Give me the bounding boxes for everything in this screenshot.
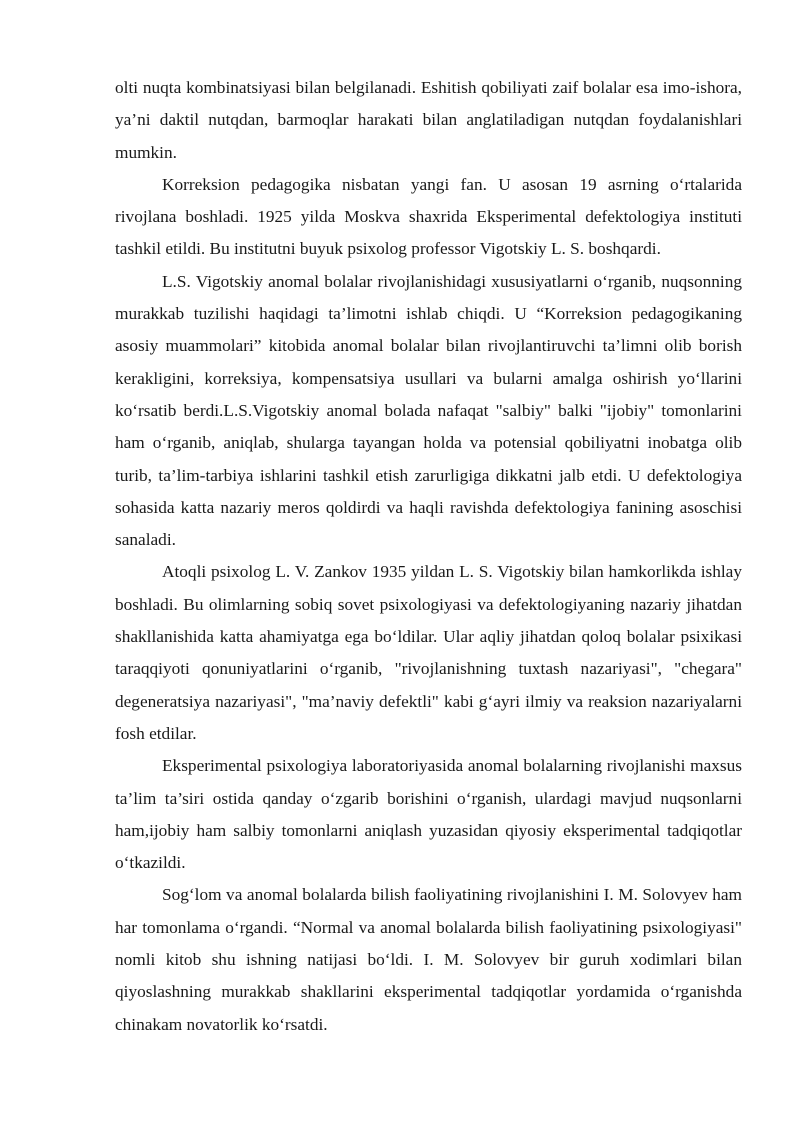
paragraph-1: olti nuqta kombinatsiyasi bilan belgilanadi. Eshitish qobiliyati zaif bolalar esa imo-ishora, ya’ni daktil nutqdan, barmoqlar harakati bilan anglatiladigan nutqdan foydalanishlari mumkin. [115,78,742,162]
paragraph-3: L.S. Vigotskiy anomal bolalar rivojlanishidagi xususiyatlarni o‘rganib, nuqsonning murakkab tuzilishi haqidagi ta’limotni ishlab chiqdi. U “Korreksion pedagogikaning asosiy muammolari” kitobida anomal bolalar bilan rivojlantiruvchi ta’limni olib borish kerakligini, korreksiya, kompensatsiya usullari va bularni amalga oshirish yo‘llarini ko‘rsatib berdi.L.S.Vigotskiy anomal bolada nafaqat "salbiy" balki "ijobiy" tomonlarini ham o‘rganib, aniqlab, shularga tayangan holda va potensial qobiliyatni inobatga olib turib, ta’lim-tarbiya ishlarini tashkil etish zarurligiga dikkatni jalb etdi. U defektologiya sohasida katta nazariy meros qoldirdi va haqli ravishda defektologiya fanining asoschisi sanaladi. [115,271,742,550]
document-page [115,72,742,1041]
paragraph-4: Atoqli psixolog L. V. Zankov 1935 yildan L. S. Vigotskiy bilan hamkorlikda ishlay boshladi. Bu olimlarning sobiq sovet psixologiyasi va defektologiyaning nazariy jihatdan shakllanishida katta ahamiyatga ega bo‘ldilar. Ular aqliy jihatdan qoloq bolalar psixikasi taraqqiyoti qonuniyatlarini o‘rganib, "rivojlanishning tuxtash nazariyasi", "chegara" degeneratsiya nazariyasi", "ma’naviy defektli" kabi g‘ayri ilmiy va reaksion nazariyalarni fosh etdilar. [115,562,742,743]
paragraph-5: Eksperimental psixologiya laboratoriyasida anomal bolalarning rivojlanishi maxsus ta’lim ta’siri ostida qanday o‘zgarib borishini o‘rganish, ulardagi mavjud nuqsonlarni ham,ijobiy ham salbiy tomonlarni aniqlash yuzasidan qiyosiy eksperimental tadqiqotlar o‘tkazildi. [115,756,742,873]
paragraph-6: Sog‘lom va anomal bolalarda bilish faoliyatining rivojlanishini I. M. Solovyev ham har tomonlama o‘rgandi. “Normal va anomal bolalarda bilish faoliyatining psixologiyasi" nomli kitob shu ishning natijasi bo‘ldi. I. M. Solovyev bir guruh xodimlari bilan qiyoslashning murakkab shakllarini eksperimental tadqiqotlar yordamida o‘rganishda chinakam novatorlik ko‘rsatdi. [115,885,742,1034]
paragraph-2: Korreksion pedagogika nisbatan yangi fan. U asosan 19 asrning o‘rtalarida rivojlana boshladi. 1925 yilda Moskva shaxrida Eksperimental defektologiya instituti tashkil etildi. Bu institutni buyuk psixolog professor Vigotskiy L. S. boshqardi. [115,174,742,259]
